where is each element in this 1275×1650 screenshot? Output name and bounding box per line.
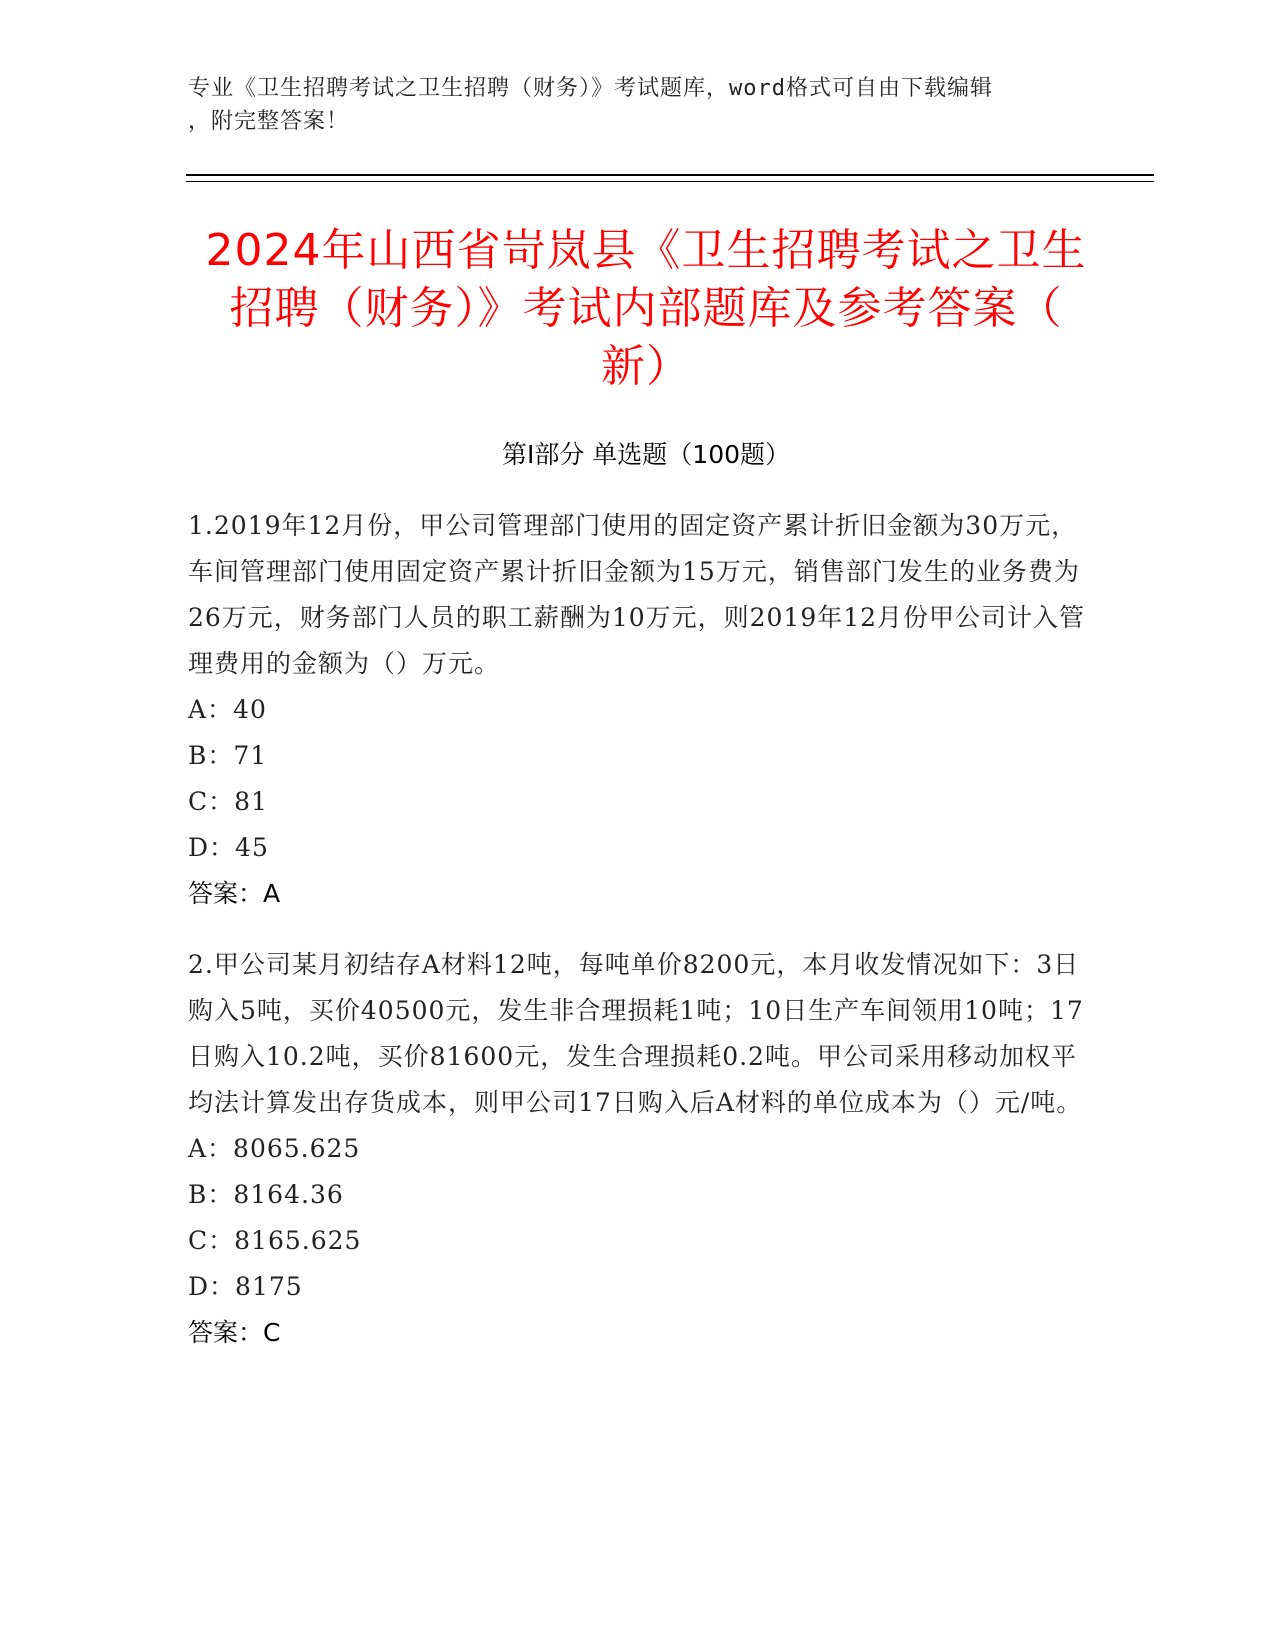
answer: 答案：C <box>188 1318 281 1347</box>
option-b: B：71 <box>188 741 268 770</box>
document-title-line-1: 2024年山西省岢岚县《卫生招聘考试之卫生 <box>205 225 1087 276</box>
document-title-line-3: 新） <box>601 341 691 392</box>
answer: 答案：A <box>188 879 281 908</box>
header-note-line-1: 专业《卫生招聘考试之卫生招聘（财务）》考试题库，word格式可自由下载编辑 <box>188 76 993 101</box>
question-1 <box>188 503 1088 917</box>
question-stem: 2.甲公司某月初结存A材料12吨，每吨单价8200元，本月收发情况如下：3日购入5吨，买价40500元，发生非合理损耗1吨；10日生产车间领用10吨；17日购入10.2吨，买价81600元，发生合理损耗0.2吨。甲公司采用移动加权平均法计算发出存货成本，则甲公司17日购入后A材料的单位成本为（）元/吨。 <box>188 950 1084 1117</box>
section-heading: 第Ⅰ部分 单选题（100题） <box>501 440 791 469</box>
header-note-line-2: ，附完整答案！ <box>188 109 350 134</box>
header-rule-thin <box>186 181 1154 182</box>
question-2 <box>188 942 1088 1356</box>
option-a: A：8065.625 <box>188 1134 361 1163</box>
option-c: C：8165.625 <box>188 1226 362 1255</box>
option-d: D：8175 <box>188 1272 303 1301</box>
option-b: B：8164.36 <box>188 1180 344 1209</box>
document-title <box>186 222 1106 396</box>
option-c: C：81 <box>188 787 268 816</box>
question-stem: 1.2019年12月份，甲公司管理部门使用的固定资产累计折旧金额为30万元，车间管理部门使用固定资产累计折旧金额为15万元，销售部门发生的业务费为26万元，财务部门人员的职工薪酬为10万元，则2019年12月份甲公司计入管理费用的金额为（）万元。 <box>188 511 1086 678</box>
header-rule-thick <box>186 174 1154 176</box>
option-a: A：40 <box>188 695 267 724</box>
option-d: D：45 <box>188 833 269 862</box>
header-note <box>188 72 1088 138</box>
document-title-line-2: 招聘（财务）》考试内部题库及参考答案（ <box>229 283 1063 334</box>
